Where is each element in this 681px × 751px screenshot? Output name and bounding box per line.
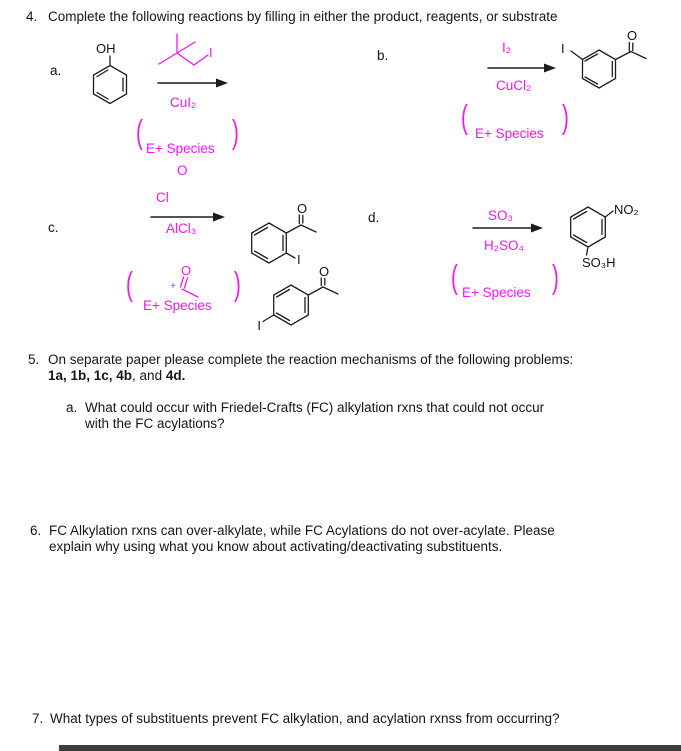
sulfonic-acid-label: SO₃H: [582, 255, 616, 270]
iodo-label: I: [297, 252, 301, 267]
phenol-structure: [85, 36, 135, 110]
q5-line1: On separate paper please complete the reaction mechanisms of the following problems:: [48, 352, 574, 367]
carbonyl-o-label: O: [296, 201, 308, 216]
q5-number: 5.: [28, 352, 40, 367]
rxn-d-label: d.: [368, 210, 380, 225]
q5-and: , and: [132, 368, 166, 383]
reaction-arrow-d: [473, 221, 545, 235]
rxn-c-e-species: E+ Species: [143, 298, 212, 313]
q5-bold-problems-2: 4d.: [165, 368, 186, 383]
reaction-arrow-b: [488, 61, 558, 75]
neopentyl-iodide-structure: [148, 28, 253, 80]
q5a-label: a.: [66, 400, 78, 415]
acylium-ion-structure: [158, 252, 214, 302]
carbonyl-o-label: O: [626, 28, 638, 43]
rxn-a-label: a.: [50, 63, 62, 78]
q4-number: 4.: [26, 9, 38, 24]
rxn-c-catalyst: AlCl₃: [166, 221, 197, 236]
q6-line1: FC Alkylation rxns can over-alkylate, while FC Acylations do not over-acylate. Please: [49, 523, 555, 538]
paren-close-a: ): [232, 113, 239, 150]
q5-bold-problems-1: 1a, 1b, 1c, 4b: [48, 368, 133, 383]
rxn-d-e-species: E+ Species: [462, 285, 531, 300]
q6-line2: explain why using what you know about activating/deactivating substituents.: [49, 539, 503, 554]
nitrobenzenesulfonic-acid-structure: [552, 194, 664, 276]
plus-charge-label: +: [170, 281, 176, 292]
rxn-b-label: b.: [377, 48, 389, 63]
para-iodoacetophenone-structure: [250, 256, 358, 338]
rxn-d-reagent-top: SO₃: [488, 208, 514, 223]
page-break-bar: [59, 745, 681, 751]
q7-text: What types of substituents prevent FC alkylation, and acylation rxnss from occurring?: [50, 711, 560, 726]
paren-open-b: (: [461, 98, 468, 135]
rxn-d-reagent-bottom: H₂SO₄: [484, 238, 525, 253]
paren-close-c: ): [234, 265, 241, 302]
iodo-label: I: [561, 41, 565, 56]
q7-number: 7.: [32, 711, 44, 726]
iodo-label: I: [257, 318, 261, 333]
acylium-o-label: O: [180, 263, 192, 278]
rxn-b-e-species: E+ Species: [475, 126, 544, 141]
rxn-b-reagent-bottom: CuCl₂: [496, 78, 532, 93]
rxn-b-reagent-top: I₂: [502, 40, 511, 55]
reaction-arrow-a: [158, 76, 230, 90]
q4-text: Complete the following reactions by filling in either the product, reagents, or substrate: [48, 9, 558, 24]
meta-iodoacetophenone-structure: [558, 24, 666, 96]
paren-close-b: ): [562, 98, 569, 135]
carbonyl-o-label: O: [318, 264, 330, 279]
paren-open-d: (: [451, 258, 458, 295]
rxn-c-label: c.: [48, 220, 59, 235]
paren-open-a: (: [136, 113, 143, 150]
nitro-label: NO₂: [614, 202, 639, 217]
hydroxyl-label: OH: [96, 41, 116, 56]
rxn-c-reagent-cl: Cl: [156, 190, 169, 205]
rxn-a-e-species: E+ Species: [146, 141, 215, 156]
iodide-label: I: [209, 45, 213, 60]
rxn-a-catalyst: CuI₂: [170, 95, 197, 110]
q5a-line1: What could occur with Friedel-Crafts (FC) alkylation rxns that could not occur: [85, 400, 545, 415]
q6-number: 6.: [30, 523, 42, 538]
q5a-line2: with the FC acylations?: [85, 416, 225, 431]
paren-close-d: ): [552, 258, 559, 295]
q5-line2: [48, 368, 185, 384]
rxn-c-reagent-o: O: [177, 163, 188, 178]
paren-open-c: (: [126, 265, 133, 302]
